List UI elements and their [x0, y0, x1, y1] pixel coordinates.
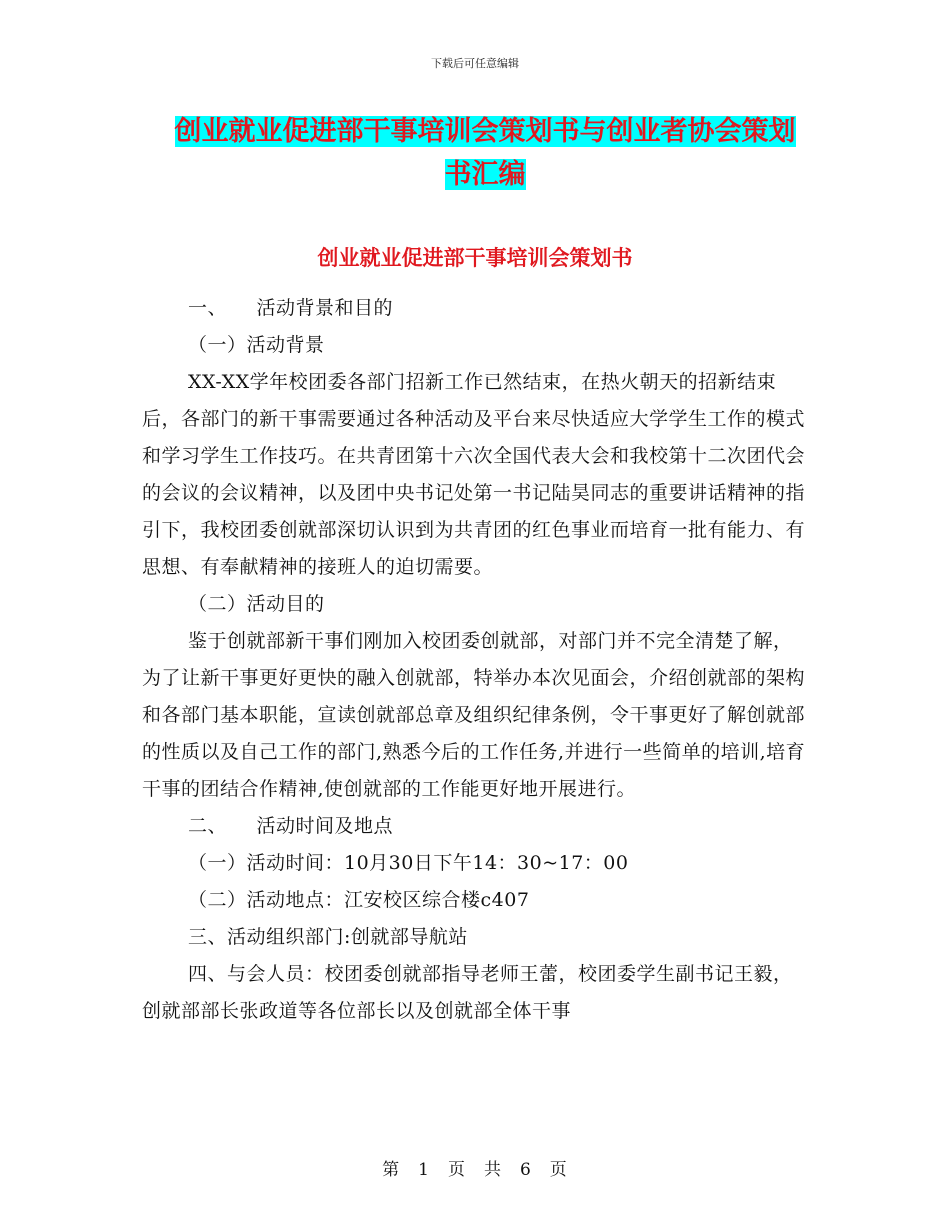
item-activity-time: （一）活动时间：10月30日下午14：30~17：00 — [188, 852, 629, 874]
paragraph-purpose: 鉴于创就部新干事们刚加入校团委创就部，对部门并不完全清楚了解，为了让新干事更好更快的融入创就部，特举办本次见面会，介绍创就部的架构和各部门基本职能，宣读创就部总章及组织纪律条例，令干事更好了解创就部的性质以及自己工作的部门,熟悉今后的工作任务,并进行一些简单的培训,培育干事的团结合作精神,使创就部的工作能更好地开展进行。 — [142, 630, 806, 800]
page-footer: 第 1 页 共 6 页 — [382, 1160, 568, 1180]
document-title-highlight-1: 创业就业促进部干事培训会策划书与创业者协会策划 — [174, 116, 796, 147]
paragraph-background: XX-XX学年校团委各部门招新工作已然结束，在热火朝天的招新结束后，各部门的新干事需要通过各种活动及平台来尽快适应大学学生工作的模式和学习学生工作技巧。在共青团第十六次全国代表大会和我校第十二次团代会的会议的会议精神，以及团中央书记处第一书记陆昊同志的重要讲话精神的指引下，我校团委创就部深切认识到为共青团的红色事业而培育一批有能力、有思想、有奉献精神的接班人的迫切需要。 — [142, 371, 806, 578]
header-note: 下载后可任意编辑 — [431, 57, 519, 70]
paragraph-attendees: 四、与会人员：校团委创就部指导老师王蕾，校团委学生副书记王毅，创就部部长张政道等各位部长以及创就部全体干事 — [142, 963, 793, 1022]
subheading-background: （一）活动背景 — [188, 334, 325, 356]
document-title-line-2 — [140, 150, 830, 200]
document-body — [142, 290, 810, 1030]
heading-time-location: 二、 活动时间及地点 — [188, 815, 394, 837]
heading-organizer: 三、活动组织部门:创就部导航站 — [188, 926, 468, 948]
section-title: 创业就业促进部干事培训会策划书 — [317, 245, 633, 270]
document-title-highlight-2: 书汇编 — [444, 159, 526, 190]
subheading-purpose: （二）活动目的 — [188, 593, 325, 615]
heading-background-purpose: 一、 活动背景和目的 — [188, 297, 394, 319]
item-activity-location: （二）活动地点：江安校区综合楼c407 — [188, 889, 530, 911]
